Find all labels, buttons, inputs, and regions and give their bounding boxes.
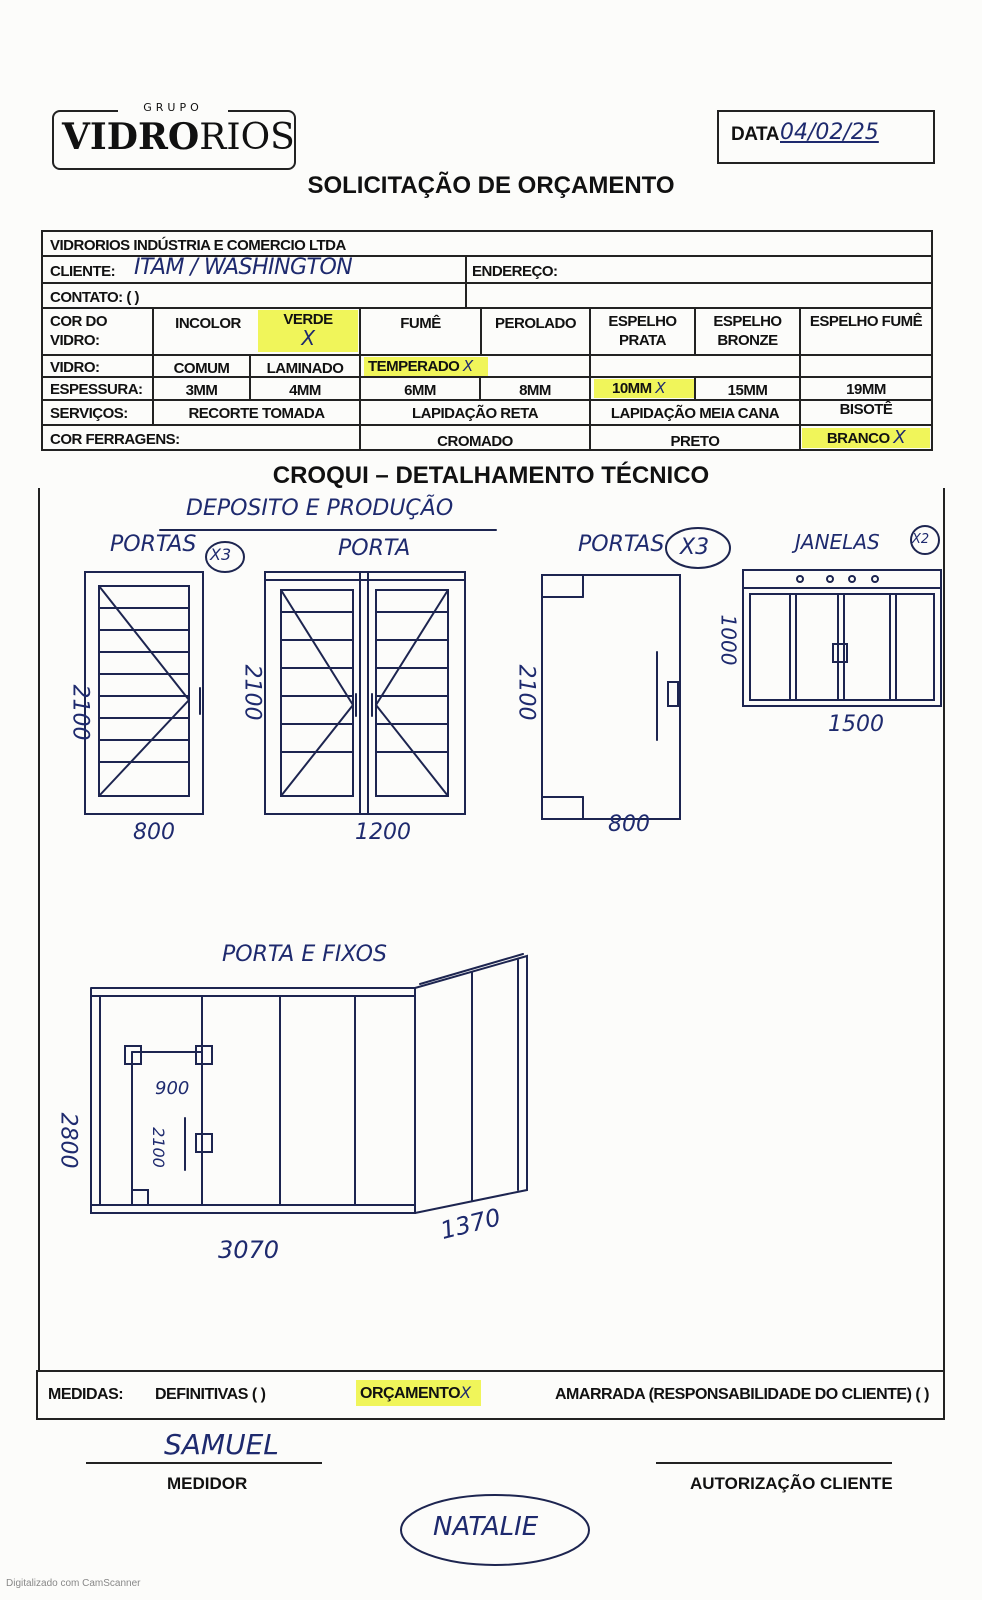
item-2-width: 1200 bbox=[355, 820, 411, 845]
opt-espelho-bronze: ESPELHO BRONZE bbox=[713, 313, 782, 349]
opt-bisote: BISOTÊ bbox=[839, 401, 893, 418]
measurer-label: MEDIDOR bbox=[167, 1474, 248, 1493]
item-3-qty: X3 bbox=[680, 535, 710, 560]
item-4-label: JANELAS bbox=[795, 530, 880, 554]
logo-group-text: GRUPO bbox=[118, 101, 228, 114]
item-5-door-width: 900 bbox=[155, 1078, 190, 1099]
measures-label: MEDIDAS: bbox=[48, 1386, 124, 1403]
item-1-qty: X3 bbox=[210, 545, 232, 564]
item-2-label: PORTA bbox=[338, 536, 411, 561]
opt-10mm-label: 10MM bbox=[612, 380, 652, 397]
door-3-drawing bbox=[542, 575, 680, 819]
scanner-watermark: Digitalizado com CamScanner bbox=[6, 1578, 141, 1589]
mark-verde: X bbox=[301, 326, 315, 350]
client-label: CLIENTE: bbox=[50, 263, 116, 280]
measures-budget-label: ORÇAMENTO bbox=[360, 1385, 461, 1402]
company-name: VIDRORIOS INDÚSTRIA E COMERCIO LTDA bbox=[50, 237, 346, 254]
opt-fume: FUMÊ bbox=[400, 315, 441, 332]
window-drawing bbox=[743, 570, 941, 706]
item-3-label: PORTAS bbox=[578, 532, 665, 557]
measurer-signature-line bbox=[86, 1462, 322, 1464]
opt-preto: PRETO bbox=[670, 433, 720, 450]
door-1-drawing bbox=[85, 572, 203, 814]
mark-10mm: X bbox=[655, 379, 666, 397]
opt-3mm: 3MM bbox=[185, 382, 218, 399]
opt-branco-label: BRANCO bbox=[826, 430, 890, 447]
opt-lapidacao-reta: LAPIDAÇÃO RETA bbox=[411, 405, 539, 422]
sketch-title: CROQUI – DETALHAMENTO TÉCNICO bbox=[272, 462, 710, 489]
address-label: ENDEREÇO: bbox=[472, 263, 558, 280]
opt-19mm: 19MM bbox=[846, 381, 886, 398]
item-5-door-height: 2100 bbox=[148, 1127, 168, 1168]
item-1-label: PORTAS bbox=[110, 532, 197, 557]
item-3-height: 2100 bbox=[513, 664, 539, 721]
page-title: SOLICITAÇÃO DE ORÇAMENTO bbox=[307, 172, 675, 199]
glass-color-label: COR DO VIDRO: bbox=[50, 313, 107, 349]
item-5-height: 2800 bbox=[55, 1112, 81, 1169]
glass-type-label: VIDRO: bbox=[50, 359, 100, 376]
opt-temperado-label: TEMPERADO bbox=[368, 358, 460, 375]
client-value: ITAM / WASHINGTON bbox=[134, 255, 353, 280]
item-5-width: 3070 bbox=[218, 1236, 280, 1264]
item-5-side-width: 1370 bbox=[437, 1203, 504, 1245]
item-1-width: 800 bbox=[133, 820, 175, 845]
mark-budget: X bbox=[460, 1383, 471, 1402]
logo-bold: VIDRO bbox=[62, 116, 200, 158]
item-4-width: 1500 bbox=[828, 712, 884, 737]
opt-incolor: INCOLOR bbox=[175, 315, 241, 332]
item-4-qty: X2 bbox=[912, 532, 930, 547]
item-1-height: 2100 bbox=[67, 684, 93, 741]
opt-6mm: 6MM bbox=[404, 382, 436, 399]
item-5-label: PORTA E FIXOS bbox=[222, 942, 387, 967]
measures-budget bbox=[356, 1380, 481, 1406]
client-auth-label: AUTORIZAÇÃO CLIENTE bbox=[690, 1474, 893, 1493]
measures-tied: AMARRADA (RESPONSABILIDADE DO CLIENTE) ( ) bbox=[555, 1386, 929, 1403]
sketch-heading: DEPOSITO E PRODUÇÃO bbox=[186, 496, 454, 521]
client-signature-line bbox=[656, 1462, 892, 1464]
opt-cromado: CROMADO bbox=[437, 433, 513, 450]
mark-temperado: X bbox=[463, 357, 473, 375]
item-2-height: 2100 bbox=[239, 664, 265, 721]
opt-8mm: 8MM bbox=[519, 382, 551, 399]
opt-laminado: LAMINADO bbox=[266, 360, 344, 377]
thickness-label: ESPESSURA: bbox=[50, 381, 143, 398]
opt-verde-label: VERDE bbox=[283, 311, 333, 328]
item-3-width: 800 bbox=[608, 812, 650, 837]
opt-espelho-fume: ESPELHO FUMÊ bbox=[809, 313, 923, 330]
mark-branco: X bbox=[893, 427, 906, 448]
item-4-height: 1000 bbox=[716, 614, 741, 666]
opt-4mm: 4MM bbox=[289, 382, 321, 399]
contact-label: CONTATO: ( ) bbox=[50, 289, 139, 306]
logo-thin: RIOS bbox=[199, 117, 295, 158]
measures-definitive: DEFINITIVAS ( ) bbox=[155, 1386, 266, 1403]
client-signature: NATALIE bbox=[433, 1512, 539, 1542]
opt-recorte-tomada: RECORTE TOMADA bbox=[188, 405, 325, 422]
measurer-signature: SAMUEL bbox=[164, 1428, 279, 1461]
opt-lapidacao-meia-cana: LAPIDAÇÃO MEIA CANA bbox=[610, 405, 780, 422]
opt-espelho-prata: ESPELHO PRATA bbox=[608, 313, 677, 349]
services-label: SERVIÇOS: bbox=[50, 405, 128, 422]
date-label: DATA bbox=[731, 124, 779, 145]
hardware-label: COR FERRAGENS: bbox=[50, 431, 180, 448]
opt-15mm: 15MM bbox=[727, 382, 768, 399]
opt-comum: COMUM bbox=[173, 360, 230, 377]
door-2-drawing bbox=[265, 572, 465, 814]
date-value: 04/02/25 bbox=[780, 120, 879, 145]
opt-perolado: PEROLADO bbox=[494, 315, 576, 332]
